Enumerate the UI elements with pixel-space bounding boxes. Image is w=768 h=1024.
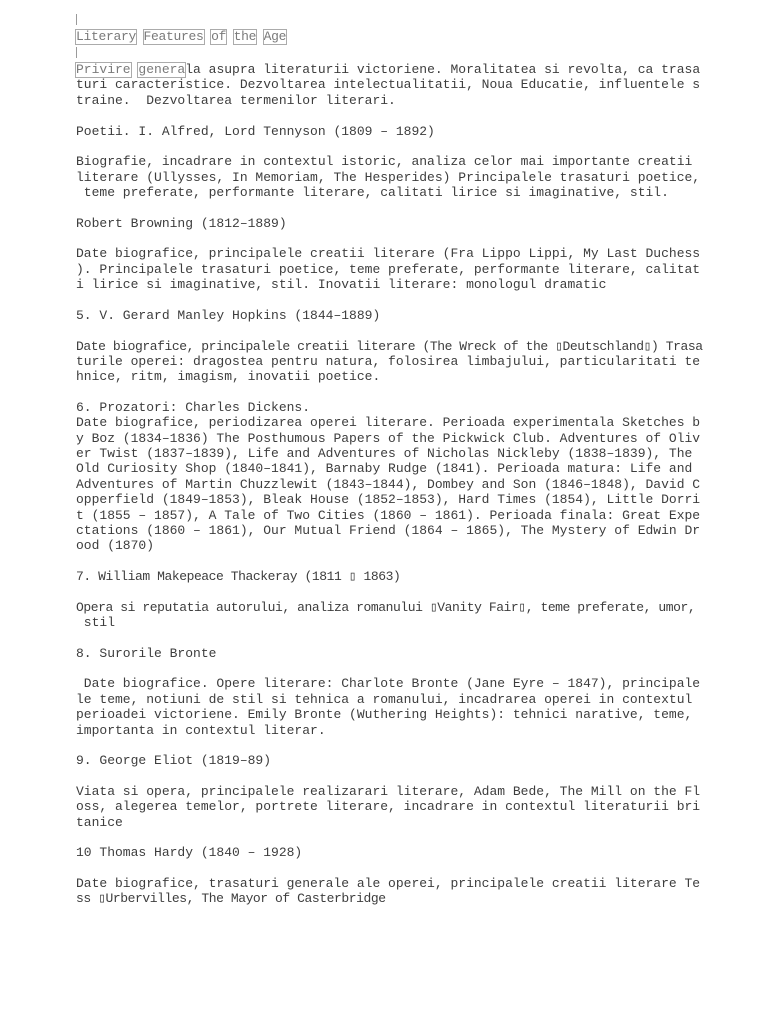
text-layer-word-box: genera <box>138 62 186 78</box>
section-heading: 9. George Eliot (1819–89) <box>76 753 272 769</box>
paragraph-hardy <box>76 876 768 907</box>
text-line: Biografie, incadrare in contextul istoric, analiza celor mai importante creatii <box>76 154 693 170</box>
text-line: Date biografice. Opere literare: Charlote Bronte (Jane Eyre – 1847), principale <box>76 676 701 692</box>
paragraph-hopkins <box>76 339 768 385</box>
text-line: Date biografice, principalele creatii literare (The Wreck of the ▯Deutschland▯) Trasa <box>76 338 703 354</box>
text-line: er Twist (1837–1839), Life and Adventures of Nicholas Nickleby (1838–1839), The <box>76 446 693 462</box>
section-heading: 10 Thomas Hardy (1840 – 1928) <box>76 845 303 861</box>
title-word-box: Features <box>143 29 204 45</box>
text-line: ood (1870) <box>76 538 155 554</box>
paragraph-bronte <box>76 676 768 737</box>
text-line: ). Principalele trasaturi poetice, teme preferate, performante literare, calitat <box>76 261 701 277</box>
text-line: Old Curiosity Shop (1840–1841), Barnaby Rudge (1841). Perioada matura: Life and <box>76 461 693 477</box>
heading-eliot <box>76 753 768 768</box>
section-heading: 7. William Makepeace Thackeray (1811 ▯ 1863) <box>76 568 401 584</box>
text-line: literare (Ullysses, In Memoriam, The Hesperides) Principalele trasaturi poetice, <box>76 169 701 185</box>
text-line: Date biografice, principalele creatii literare (Fra Lippo Lippi, My Last Duchess <box>76 246 701 262</box>
text-line: ctations (1860 – 1861), Our Mutual Friend (1864 – 1865), The Mystery of Edwin Dr <box>76 522 701 538</box>
paragraph-tennyson <box>76 154 768 200</box>
section-heading: 6. Prozatori: Charles Dickens. <box>76 399 311 415</box>
text-line: Adventures of Martin Chuzzlewit (1843–1844), Dombey and Son (1846–1848), David C <box>76 476 701 492</box>
text-line: turi caracteristice. Dezvoltarea intelectualitatii, Noua Educatie, influentele s <box>76 77 701 93</box>
section-heading: 5. V. Gerard Manley Hopkins (1844–1889) <box>76 307 381 323</box>
text-line: traine. Dezvoltarea termenilor literari. <box>76 92 396 108</box>
text-line: tanice <box>76 814 123 830</box>
text-line: importanta in contextul literar. <box>76 722 326 738</box>
text-line: oss, alegerea temelor, portrete literare, incadrare in contextul literaturii bri <box>76 799 701 815</box>
text-line: Date biografice, trasaturi generale ale operei, principalele creatii literare Te <box>76 876 701 892</box>
text-line: y Boz (1834–1836) The Posthumous Papers of the Pickwick Club. Adventures of Oliv <box>76 430 701 446</box>
section-heading: Poetii. I. Alfred, Lord Tennyson (1809 – 1892) <box>76 123 435 139</box>
text-line: le teme, notiuni de stil si tehnica a romanului, incadrarea operei in contextul <box>76 691 693 707</box>
heading-hopkins <box>76 308 768 323</box>
paragraph-thackeray <box>76 600 768 631</box>
title-word-box: of <box>211 29 227 45</box>
text-line: stil <box>76 615 116 631</box>
text-line: i lirice si imaginative, stil. Inovatii literare: monologul dramatic <box>76 277 607 293</box>
text-line: turile operei: dragostea pentru natura, folosirea limbajului, particularitati te <box>76 353 701 369</box>
text-line: ss ▯Urbervilles, The Mayor of Casterbridge <box>76 891 386 907</box>
text-layer-marker-row <box>76 14 768 29</box>
heading-tennyson <box>76 124 768 139</box>
text-line: Privire generala asupra literaturii victoriene. Moralitatea si revolta, ca trasa <box>76 62 701 78</box>
document-title <box>76 29 768 44</box>
text-layer-marker-row <box>76 47 768 62</box>
text-line: Date biografice, periodizarea operei literare. Perioada experimentala Sketches b <box>76 415 701 431</box>
heading-thackeray <box>76 569 768 584</box>
text-line: teme preferate, performante literare, calitati lirice si imaginative, stil. <box>76 184 669 200</box>
text-line: perioadei victoriene. Emily Bronte (Wuthering Heights): tehnici narative, teme, <box>76 707 693 723</box>
heading-browning <box>76 216 768 231</box>
paragraph-browning <box>76 246 768 292</box>
paragraph-eliot <box>76 784 768 830</box>
text-line: hnice, ritm, imagism, inovatii poetice. <box>76 369 381 385</box>
title-word-box: Literary <box>76 29 137 45</box>
empty-text-box-marker <box>76 14 77 25</box>
heading-hardy <box>76 845 768 860</box>
heading-bronte <box>76 646 768 661</box>
text-line: Opera si reputatia autorului, analiza romanului ▯Vanity Fair▯, teme preferate, umor, <box>76 599 696 615</box>
text-line: opperfield (1849–1853), Bleak House (1852–1853), Hard Times (1854), Little Dorri <box>76 492 701 508</box>
title-word-box: Age <box>263 29 287 45</box>
section-heading: 8. Surorile Bronte <box>76 645 217 661</box>
section-heading: Robert Browning (1812–1889) <box>76 215 287 231</box>
text-line: Viata si opera, principalele realizarari literare, Adam Bede, The Mill on the Fl <box>76 783 701 799</box>
paragraph-intro <box>76 62 768 108</box>
title-word-box: the <box>233 29 257 45</box>
paragraph-dickens <box>76 400 768 554</box>
text-line: t (1855 – 1857), A Tale of Two Cities (1860 – 1861). Perioada finala: Great Expe <box>76 507 701 523</box>
text-layer-word-box: Privire <box>76 62 131 78</box>
empty-text-box-marker <box>76 47 77 58</box>
